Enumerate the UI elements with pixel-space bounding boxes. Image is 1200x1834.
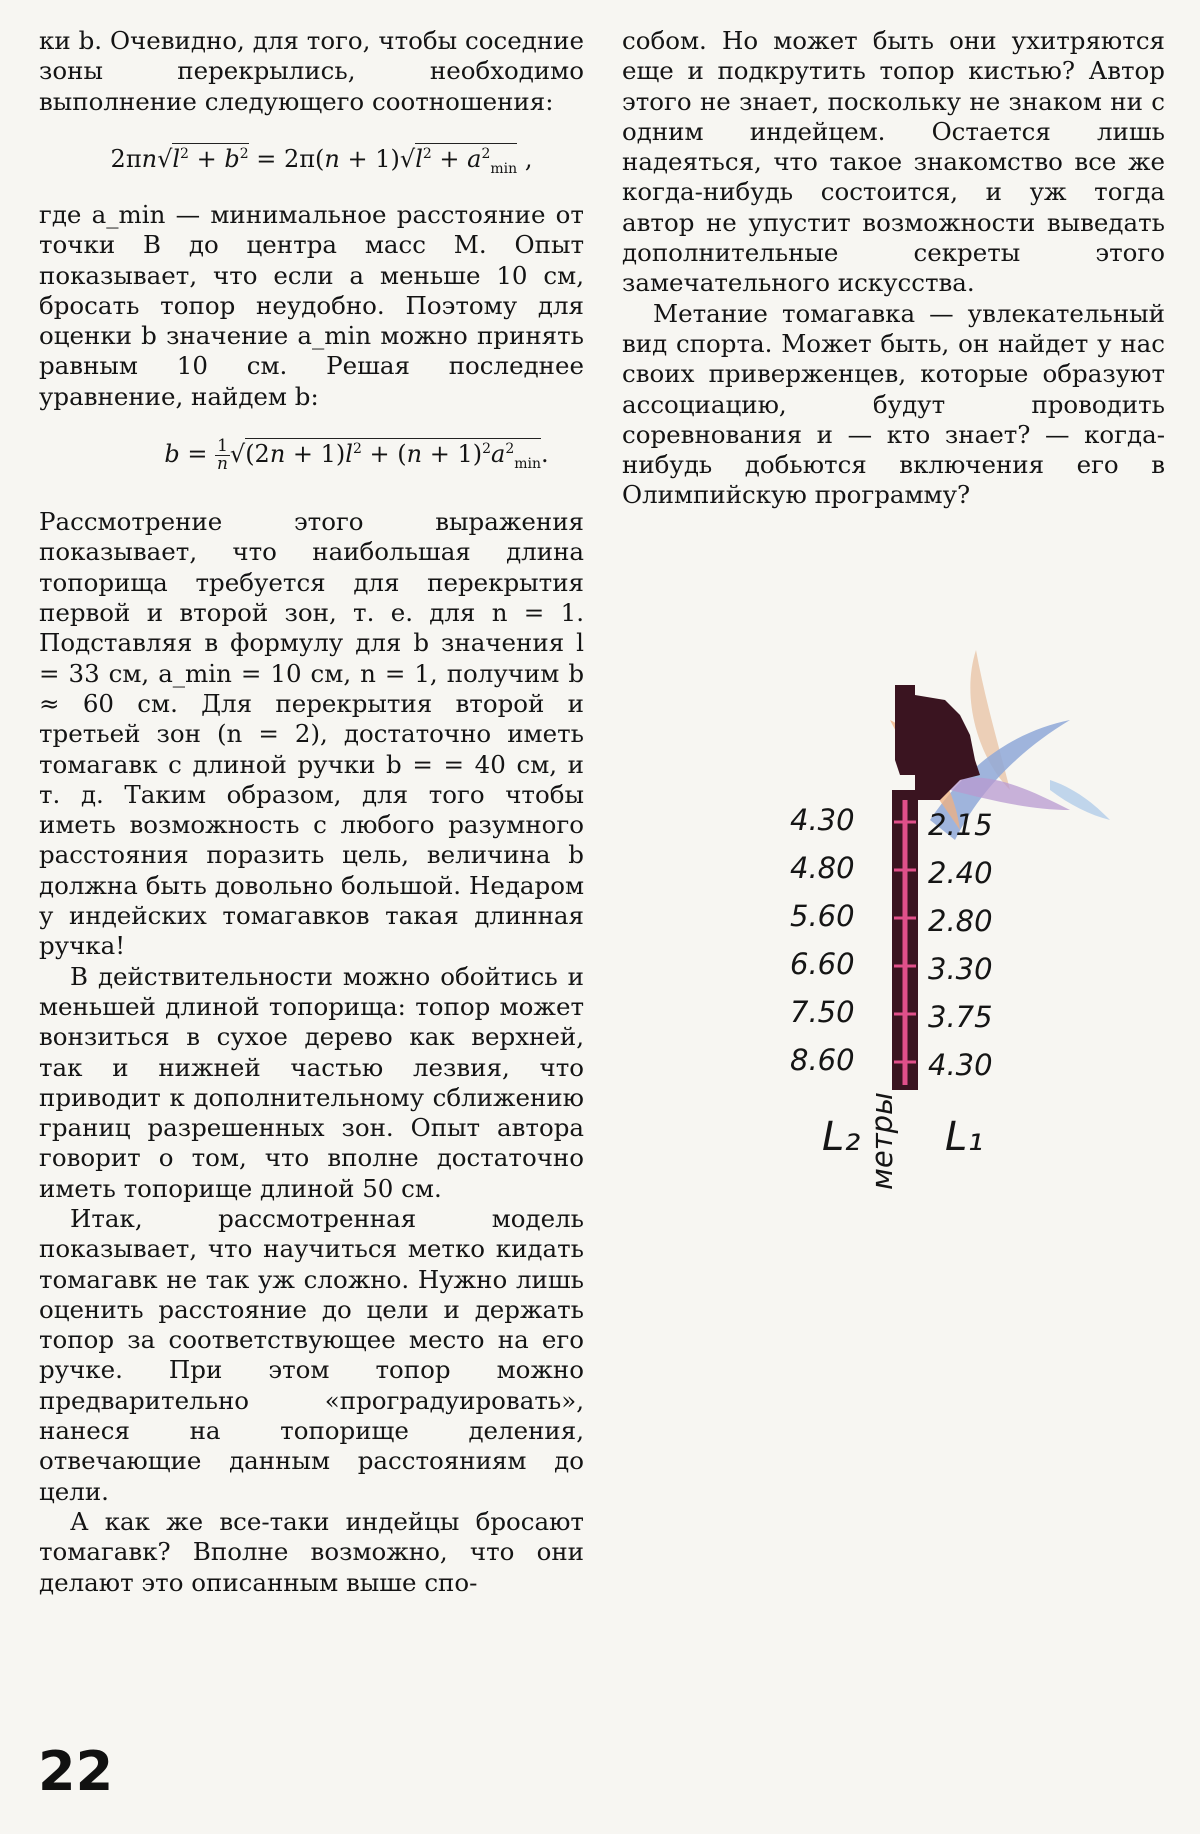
page-number: 22 [38, 1740, 114, 1803]
right-value-6: 4.30 [928, 1048, 993, 1082]
feather-lowblue-icon [1050, 780, 1110, 820]
formula-b-solution: b = $\frac{1}{n}$ $√(2n + 1)l^2 + (n + 1)^2a^2_{min}$. [164, 436, 549, 475]
left-value-1: 4.30 [790, 803, 855, 837]
tomahawk-illustration [780, 640, 1140, 1380]
left-scale [790, 803, 855, 1077]
paragraph-amin-definition: где a_min — минимальное расстояние от точки B до центра масс M. Опыт показывает, что если a меньше 10 см, бросать топор неудобно. Поэтому для оценки b значение a_min можно принять равным 10 см. Решая последнее уравнение, найдем b: [39, 199, 584, 411]
left-value-5: 7.50 [790, 995, 855, 1029]
paragraph-analysis: Рассмотрение этого выражения показывает, что наибольшая длина топорища требуется для перекрытия первой и второй зон, т. е. для n = 1. Подставляя в формулу для b значения l = 33 см, a_min = 10 см, n = 1, получим b ≈ 60 см. Для перекрытия второй и третьей зон (n = 2), достаточно иметь томагавк с длиной ручки b = = 40 см, и т. д. Таким образом, для того чтобы иметь возможность с любого разумного расстояния поразить цель, величина b должна быть довольно большой. Недаром у индейских томагавков такая длинная ручка! [39, 507, 584, 961]
right-value-4: 3.30 [928, 952, 993, 986]
right-value-3: 2.80 [928, 904, 993, 938]
label-l2: L₂ [822, 1114, 861, 1160]
paragraph-indians-question: А как же все-таки индейцы бросают томагавк? Вполне возможно, что они делают это описанным выше спо- [39, 1506, 584, 1597]
label-l1: L₁ [945, 1114, 984, 1160]
paragraph-shorter-handle: В действительности можно обойтись и меньшей длиной топорища: топор может вонзиться в сухое дерево как верхней, так и нижней частью лезвия, что приводит к дополнительному сближению границ разрешенных зон. Опыт автора говорит о том, что вполне достаточно иметь топорище длиной 50 см. [39, 961, 584, 1203]
right-column [622, 26, 1165, 511]
left-column [39, 26, 584, 1598]
right-scale [928, 808, 993, 1082]
left-value-4: 6.60 [790, 947, 855, 981]
paragraph-sport: Метание томагавка — увлекательный вид спорта. Может быть, он найдет у нас своих приверженцев, которые образуют ассоциацию, будут проводить соревнования и — кто знает? — когда-нибудь добьются включения его в Олимпийскую программу? [622, 298, 1165, 510]
left-value-6: 8.60 [790, 1043, 855, 1077]
label-meters: метры [865, 1092, 899, 1190]
right-value-5: 3.75 [928, 1000, 993, 1034]
paragraph-continued: ки b. Очевидно, для того, чтобы соседние зоны перекрылись, необходимо выполнение следующего соотношения: [39, 26, 584, 116]
formula-equal-circumference: $2\pi n√l^2 + b^2 = 2\pi(n + 1)√l^2 + a^2_{min}$ , [110, 144, 533, 177]
left-value-3: 5.60 [790, 899, 855, 933]
paragraph-model-summary: Итак, рассмотренная модель показывает, что научиться метко кидать томагавк не так уж сложно. Нужно лишь оценить расстояние до цели и держать топор за соответствующее место на его ручке. При этом топор можно предварительно «проградуировать», нанеся на топорище деления, отвечающие данным расстояниям до цели. [39, 1203, 584, 1506]
left-value-2: 4.80 [790, 851, 855, 885]
right-value-1: 2.15 [928, 808, 993, 842]
paragraph-wrist-spin: собом. Но может быть они ухитряются еще и подкрутить топор кистью? Автор этого не знает, поскольку не знаком ни с одним индейцем. Остается лишь надеяться, что такое знакомство все же когда-нибудь состоится, и уж тогда автор не упустит возможности выведать дополнительные секреты этого замечательного искусства. [622, 26, 1165, 298]
right-value-2: 2.40 [928, 856, 993, 890]
